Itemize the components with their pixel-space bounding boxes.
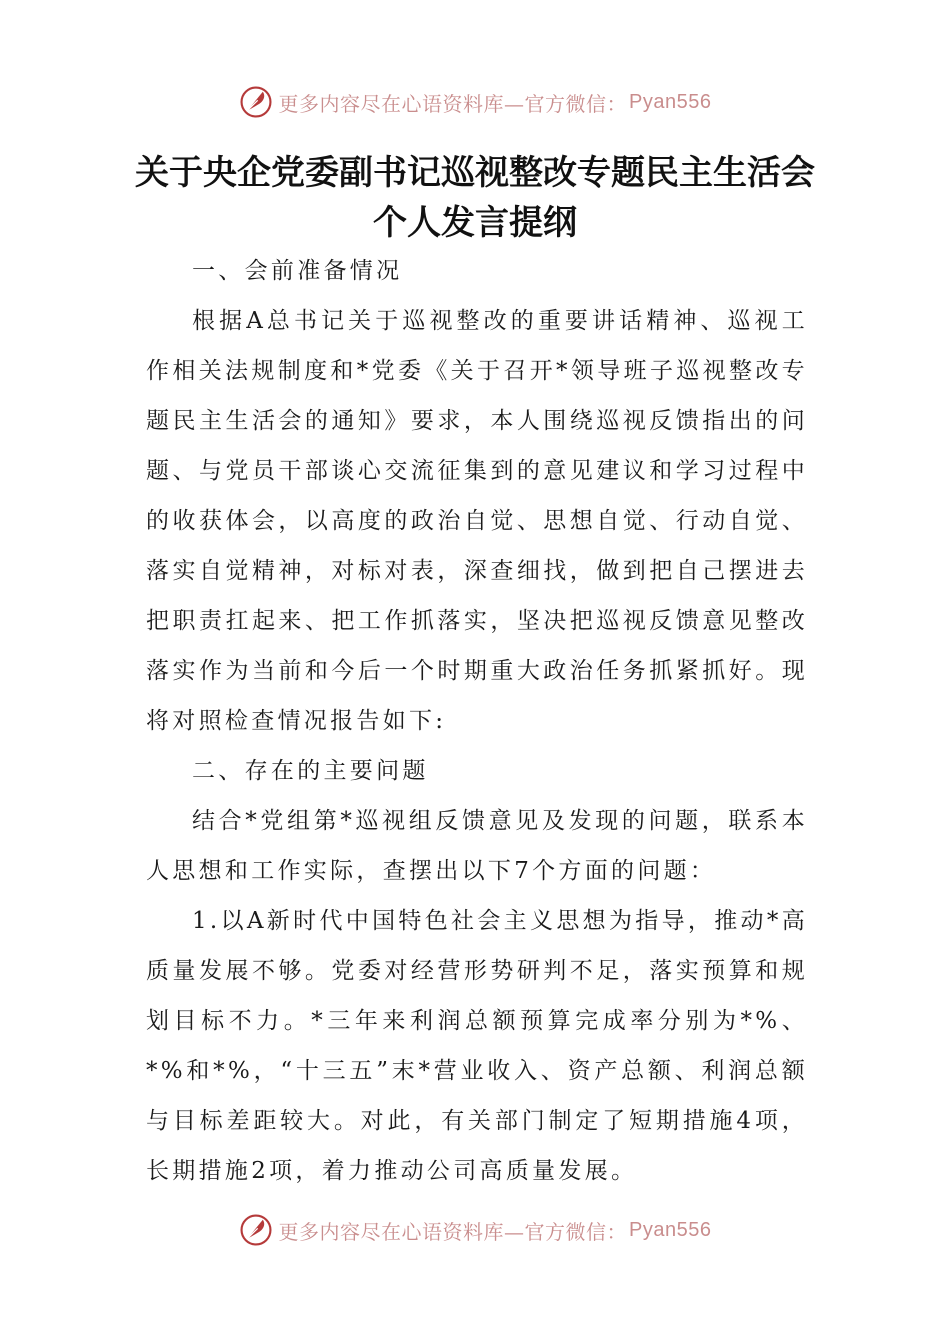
watermark-banner-bottom [0, 1210, 950, 1250]
paragraph-problems-intro: 结合*党组第*巡视组反馈意见及发现的问题，联系本人思想和工作实际，查摆出以下7个方面的问题： [146, 808, 808, 884]
document-body [146, 246, 808, 1196]
watermark-banner-top [0, 82, 950, 122]
watermark-text: 更多内容尽在心语资料库—官方微信： [278, 91, 628, 116]
watermark-wechat-id: Pyan556 [629, 90, 712, 113]
feather-pen-logo-icon [239, 85, 273, 119]
paragraph-problem-1: 1.以A新时代中国特色社会主义思想为指导，推动*高质量发展不够。党委对经营形势研判不足，落实预算和规划目标不力。*三年来利润总额预算完成率分别为*%、*%和*%，“十三五”末*营业收入、资产总额、利润总额与目标差距较大。对此，有关部门制定了短期措施4项，长期措施2项，着力推动公司高质量发展。 [146, 908, 808, 1184]
watermark-text: 更多内容尽在心语资料库—官方微信： [278, 1219, 628, 1244]
feather-pen-logo-icon [239, 1213, 273, 1247]
watermark-wechat-id: Pyan556 [629, 1218, 712, 1241]
section-heading-preparation: 一、会前准备情况 [192, 258, 403, 284]
document-title: 关于央企党委副书记巡视整改专题民主生活会个人发言提纲 [135, 153, 815, 243]
paragraph-preparation: 根据A总书记关于巡视整改的重要讲话精神、巡视工作相关法规制度和*党委《关于召开*领导班子巡视整改专题民主生活会的通知》要求，本人围绕巡视反馈指出的问题、与党员干部谈心交流征集到的意见建议和学习过程中的收获体会，以高度的政治自觉、思想自觉、行动自觉、落实自觉精神，对标对表，深查细找，做到把自己摆进去把职责扛起来、把工作抓落实，坚决把巡视反馈意见整改落实作为当前和今后一个时期重大政治任务抓紧抓好。现将对照检查情况报告如下: [146, 308, 808, 734]
section-heading-problems: 二、存在的主要问题 [192, 758, 429, 784]
